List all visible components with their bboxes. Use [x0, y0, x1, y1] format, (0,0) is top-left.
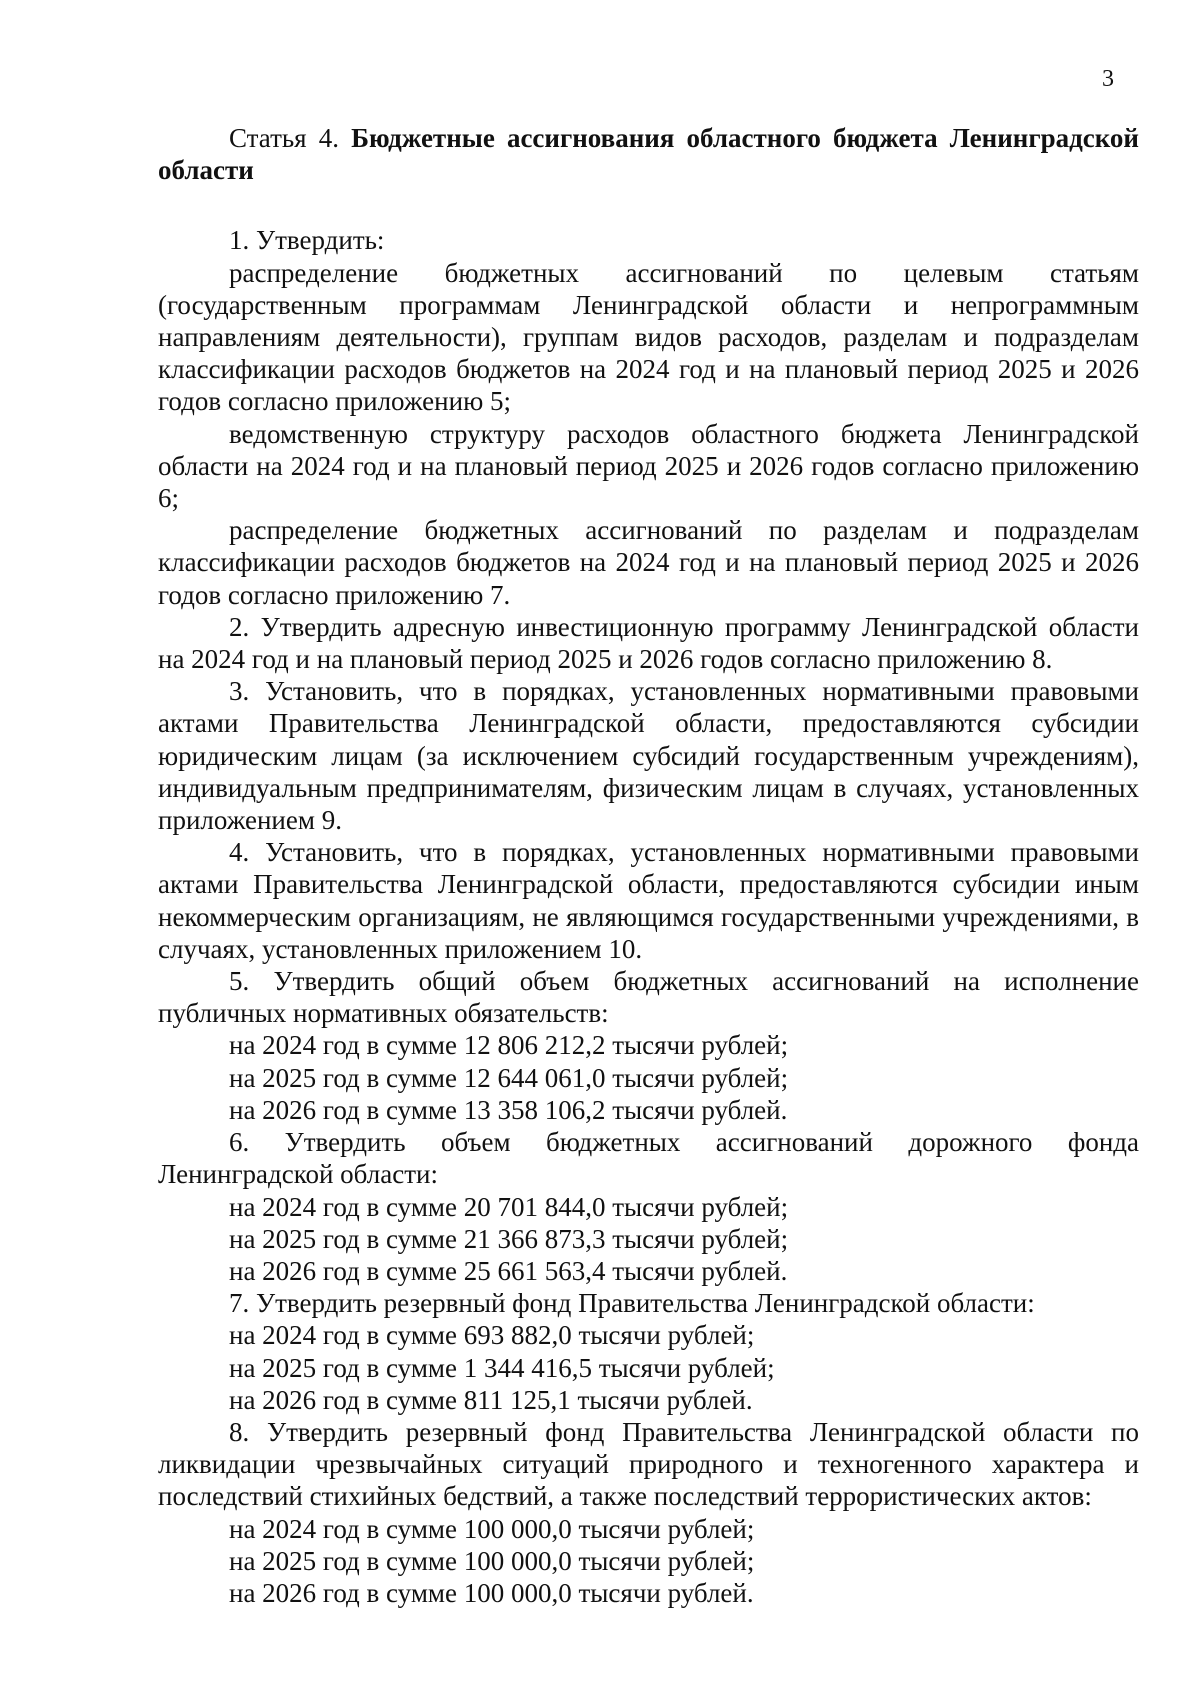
document-body [158, 122, 1139, 1609]
item-7-amount-2026: на 2026 год в сумме 811 125,1 тысячи рублей. [229, 1384, 753, 1415]
item-8-amount-2026: на 2026 год в сумме 100 000,0 тысячи рублей. [229, 1577, 754, 1608]
item-5-amount-2024: на 2024 год в сумме 12 806 212,2 тысячи рублей; [229, 1030, 789, 1061]
item-5-amount-2025: на 2025 год в сумме 12 644 061,0 тысячи рублей; [229, 1062, 789, 1093]
item-8-amount-2024: на 2024 год в сумме 100 000,0 тысячи рублей; [229, 1513, 755, 1544]
item-1-paragraph-b: ведомственную структуру расходов областного бюджета Ленинградской области на 2024 год и на плановый период 2025 и 2026 годов согласно приложению 6; [158, 418, 1139, 514]
item-7-amount-2024: на 2024 год в сумме 693 882,0 тысячи рублей; [229, 1320, 755, 1351]
item-3-paragraph: 3. Установить, что в порядках, установленных нормативными правовыми актами Правительства Ленинградской области, предоставляются субсидии юридическим лицам (за исключением субсидий государственным учреждениям), индивидуальным предпринимателям, физическим лицам в случаях, установленных приложением 9. [158, 676, 1139, 836]
item-8-paragraph: 8. Утвердить резервный фонд Правительства Ленинградской области по ликвидации чрезвычайных ситуаций природного и техногенного характера и последствий стихийных бедствий, а также последствий террористических актов: [158, 1416, 1139, 1512]
item-6-amount-2025: на 2025 год в сумме 21 366 873,3 тысячи рублей; [229, 1223, 789, 1254]
item-6-amount-2026: на 2026 год в сумме 25 661 563,4 тысячи рублей. [229, 1255, 788, 1286]
item-2-paragraph: 2. Утвердить адресную инвестиционную программу Ленинградской области на 2024 год и на плановый период 2025 и 2026 годов согласно приложению 8. [158, 611, 1139, 675]
item-7-amount-2025: на 2025 год в сумме 1 344 416,5 тысячи рублей; [229, 1352, 775, 1383]
item-4-paragraph: 4. Установить, что в порядках, установленных нормативными правовыми актами Правительства Ленинградской области, предоставляются субсидии иным некоммерческим организациям, не являющимся государственными учреждениями, в случаях, установленных приложением 10. [158, 837, 1139, 964]
item-1-heading: 1. Утвердить: [229, 225, 385, 256]
item-1-paragraph-a: распределение бюджетных ассигнований по целевым статьям (государственным программам Ленинградской области и непрограммным направлениям деятельности), группам видов расходов, разделам и подразделам классификации расходов бюджетов на 2024 год и на плановый период 2025 и 2026 годов согласно приложению 5; [158, 257, 1139, 417]
item-8-amount-2025: на 2025 год в сумме 100 000,0 тысячи рублей; [229, 1545, 755, 1576]
item-6-paragraph: 6. Утвердить объем бюджетных ассигнований дорожного фонда Ленинградской области: [158, 1127, 1139, 1190]
spacer [158, 186, 1139, 224]
item-1-paragraph-c: распределение бюджетных ассигнований по разделам и подразделам классификации расходов бюджетов на 2024 год и на плановый период 2025 и 2026 годов согласно приложению 7. [158, 515, 1139, 610]
article-label: Статья 4. [229, 123, 339, 153]
item-5-paragraph: 5. Утвердить общий объем бюджетных ассигнований на исполнение публичных нормативных обязательств: [158, 966, 1139, 1029]
article-heading [158, 122, 1139, 186]
item-7-paragraph: 7. Утвердить резервный фонд Правительства Ленинградской области: [229, 1288, 1035, 1319]
page-number: 3 [1102, 66, 1114, 92]
item-5-amount-2026: на 2026 год в сумме 13 358 106,2 тысячи рублей. [229, 1094, 788, 1125]
item-6-amount-2024: на 2024 год в сумме 20 701 844,0 тысячи рублей; [229, 1191, 789, 1222]
article-title: Бюджетные ассигнования областного бюджета Ленинградской области [158, 123, 1139, 186]
